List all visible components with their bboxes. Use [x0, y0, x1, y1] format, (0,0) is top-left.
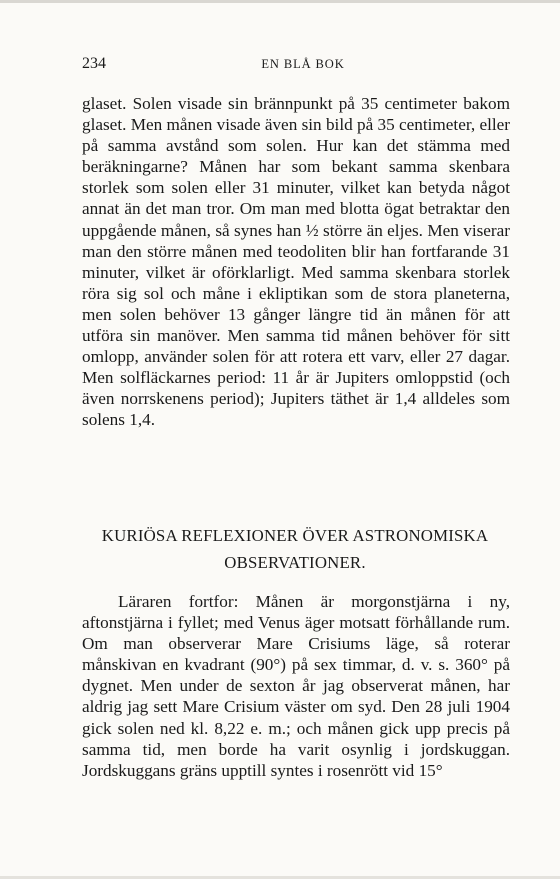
page-edge: [0, 0, 560, 3]
body-paragraph-2: Läraren fortfor: Månen är morgonstjärna i ny, aftonstjärna i fyllet; med Venus äger motsatt förhållande rum. Om man observerar Mare Crisiums läge, så roterar månskivan en kvadrant (90°) på sex timmar, d. v. s. 360° på dygnet. Men under de sexton år jag observerat månen, har aldrig jag sett Mare Crisium väster om syd. Den 28 juli 1904 gick solen ned kl. 8,22 e. m.; och månen gick upp precis på samma tid, men borde ha varit osynlig i jordskuggan. Jordskuggans gräns upptill syntes i rosenrött vid 15°: [82, 592, 510, 780]
body-paragraph-1: glaset. Solen visade sin brännpunkt på 35 centimeter bakom glaset. Men månen visade även sin bild på 35 centimeter, eller på samma avstånd som solen. Hur kan det stämma med beräkningarne? Månen har som bekant samma skenbara storlek som solen eller 31 minuter, vilket kan betyda något annat än det man tror. Om man med blotta ögat betraktar den uppgående månen, så synes han ½ större än eljes. Men viserar man den större månen med teodoliten blir han fortfarande 31 minuter, vilket är oförklarligt. Med samma skenbara storlek röra sig sol och måne i ekliptikan som de stora planeterna, men solen behöver 13 gånger längre tid än månen för att utföra sin manöver. Men samma tid månen behöver för sitt omlopp, använder solen för att rotera ett varv, eller 27 dagar. Men solfläckarnes period: 11 år är Jupiters omloppstid (och även norrskenens period); Jupiters täthet är 1,4 alldeles som solens 1,4.: [82, 94, 510, 430]
page-number: 234: [82, 55, 106, 72]
running-head: EN BLÅ BOK: [261, 57, 345, 71]
page-header: [82, 55, 510, 79]
section-heading: KURIÖSA REFLEXIONER ÖVER ASTRONOMISKA OBSERVATIONER.: [101, 526, 489, 572]
